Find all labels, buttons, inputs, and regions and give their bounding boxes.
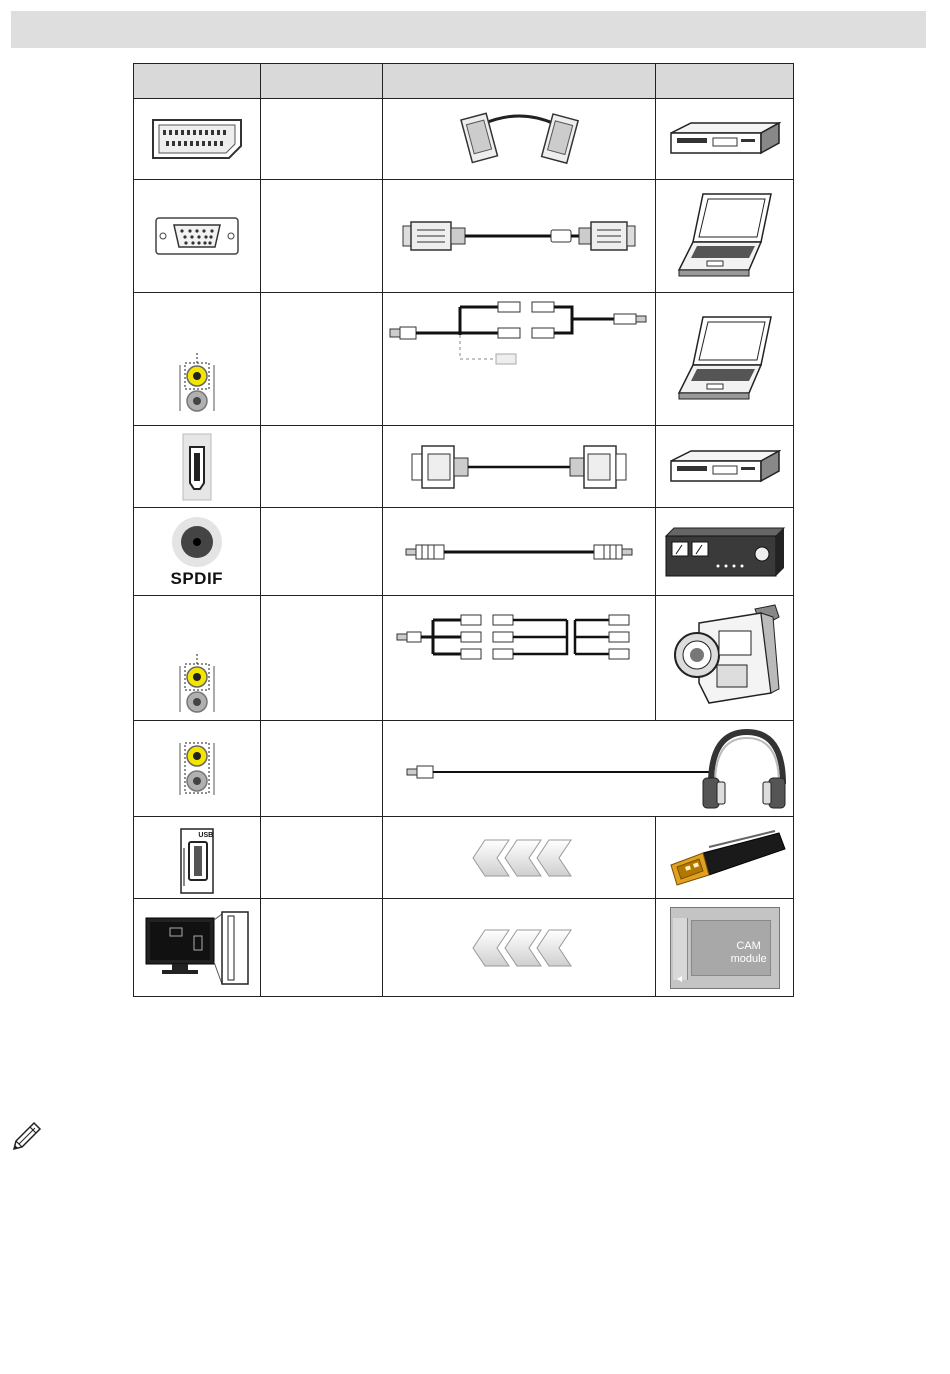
table-row [134,508,794,596]
table-row [134,817,794,899]
laptop-icon [656,180,794,293]
insert-arrows-icon [383,817,656,899]
headphone-type [260,721,383,817]
cam-module-icon [670,907,780,989]
spdif-label: SPDIF [170,568,224,588]
connection-table [133,63,794,997]
table-row [134,596,794,721]
spdif-port-cell [134,508,261,596]
table-row [134,293,794,426]
audio-jack-port-icon [134,293,261,426]
laptop-icon [656,293,794,426]
scart-type [260,99,383,180]
table-row [134,99,794,180]
spdif-port-icon [170,515,224,569]
spdif-type [260,508,383,596]
header-type [260,64,383,99]
pc-audio-type [260,293,383,426]
hdmi-cable-icon [383,426,656,508]
hdmi-port-icon [134,426,261,508]
audio-split-cable-icon [383,293,656,426]
table-row [134,180,794,293]
dvd-recorder-icon [656,99,794,180]
insert-arrows-icon [383,899,656,997]
av-type [260,596,383,721]
scart-port-icon [134,99,261,180]
dvd-recorder-icon [656,426,794,508]
vga-port-icon [134,180,261,293]
table-row [134,721,794,817]
av-cable-icon [383,596,656,721]
title-bar [11,11,926,48]
cam-module-cell [656,899,794,997]
table-header-row [134,64,794,99]
headphone-cable-cell [383,721,794,817]
av-jack-port-icon [134,596,261,721]
vga-cable-icon [383,180,656,293]
usb-type [260,817,383,899]
camcorder-icon [656,596,794,721]
coaxial-cable-icon [383,508,656,596]
amplifier-icon [656,508,794,596]
header-cables [383,64,656,99]
usb-stick-icon [656,817,794,899]
header-connector [134,64,261,99]
module-label: module [730,952,767,965]
usb-label: USB [198,831,214,839]
table-row [134,426,794,508]
table-row [134,899,794,997]
usb-port-cell [134,817,261,899]
headphone-jack-port-icon [134,721,261,817]
pencil-icon [10,1117,46,1156]
ci-type [260,899,383,997]
header-device [656,64,794,99]
hdmi-type [260,426,383,508]
cam-label: CAM [736,939,761,952]
common-interface-port-icon [134,899,261,997]
vga-type [260,180,383,293]
headphone-cable-icon [389,726,787,812]
scart-cable-icon [383,99,656,180]
